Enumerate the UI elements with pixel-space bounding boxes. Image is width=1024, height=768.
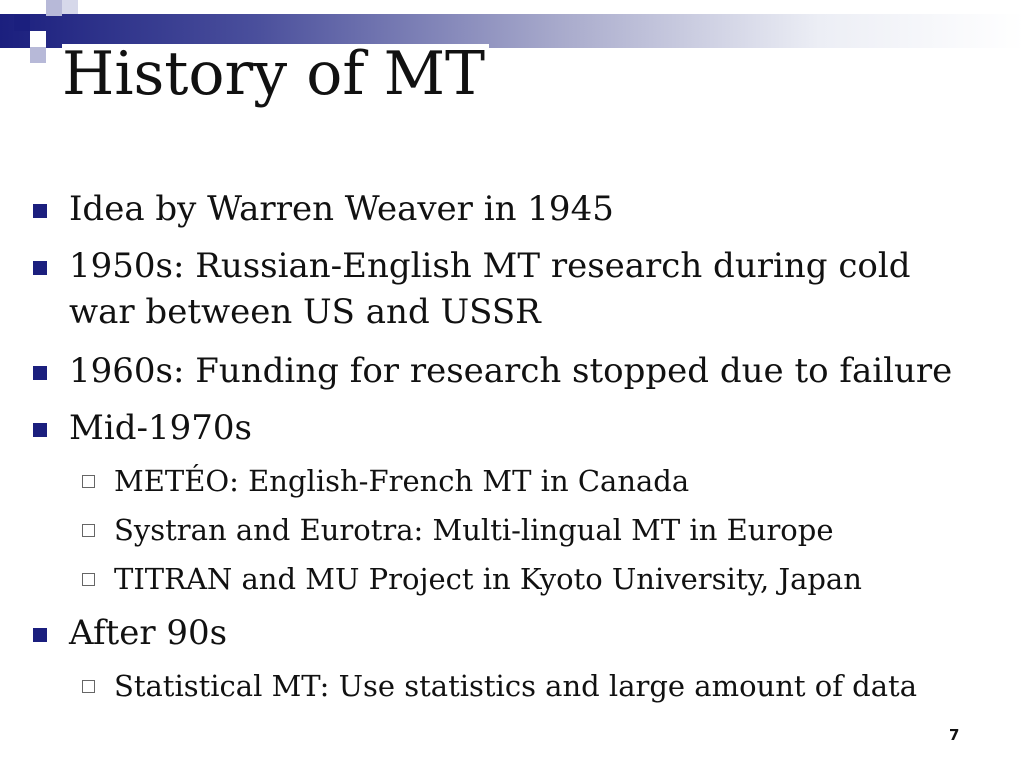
hollow-square-bullet-icon — [82, 475, 95, 488]
hollow-square-bullet-icon — [82, 680, 95, 693]
bullet-text: After 90s — [69, 613, 228, 653]
deco-square — [46, 0, 62, 16]
deco-square — [30, 31, 46, 47]
square-bullet-icon — [33, 628, 47, 642]
sub-bullet-text: Systran and Eurotra: Multi-lingual MT in Europe — [114, 513, 834, 547]
bullet-text: 1950s: Russian-English MT research during cold war between US and USSR — [69, 246, 911, 332]
sub-bullet-text: Statistical MT: Use statistics and large amount of data — [114, 669, 917, 703]
square-bullet-icon — [33, 261, 47, 275]
hollow-square-bullet-icon — [82, 573, 95, 586]
sub-bullet-text: METÉO: English-French MT in Canada — [114, 464, 690, 498]
hollow-square-bullet-icon — [82, 524, 95, 537]
square-bullet-icon — [33, 204, 47, 218]
deco-square — [14, 15, 30, 31]
sub-bullet-text: TITRAN and MU Project in Kyoto University, Japan — [114, 562, 862, 596]
slide-title: History of MT — [62, 44, 489, 104]
square-bullet-icon — [33, 423, 47, 437]
bullet-text: Mid-1970s — [69, 408, 252, 448]
page-number: 7 — [949, 726, 960, 744]
deco-square — [62, 0, 78, 14]
square-bullet-icon — [33, 366, 47, 380]
deco-square — [30, 47, 46, 63]
bullet-text: Idea by Warren Weaver in 1945 — [69, 189, 614, 229]
bullet-text: 1960s: Funding for research stopped due to failure — [69, 351, 953, 391]
